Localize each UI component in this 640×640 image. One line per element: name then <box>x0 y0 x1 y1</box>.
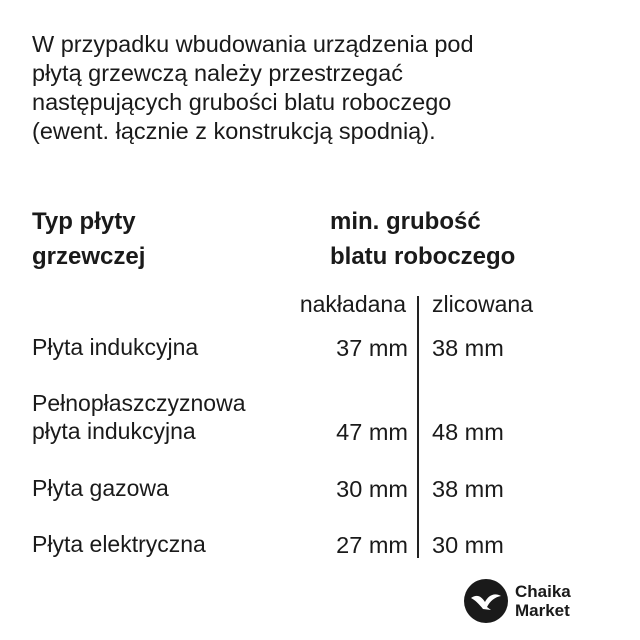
intro-paragraph <box>32 30 622 146</box>
table-header-type-line: Typ płyty <box>32 208 136 235</box>
intro-line: płytą grzewczą należy przestrzegać <box>32 60 403 86</box>
bird-logo-icon <box>464 579 508 623</box>
intro-line: (ewent. łącznie z konstrukcją spodnią). <box>32 118 436 144</box>
table-header-thickness-line: min. grubość <box>330 208 481 235</box>
logo-word-2: Market <box>515 601 570 620</box>
value-nakladana: 37 mm <box>336 335 408 361</box>
value-nakladana: 47 mm <box>336 419 408 445</box>
value-zlicowana: 30 mm <box>432 532 504 558</box>
row-name-line: Płyta gazowa <box>32 475 169 501</box>
logo-word-1: Chaika <box>515 582 571 601</box>
value-zlicowana: 48 mm <box>432 419 504 445</box>
table-header-type <box>32 204 145 274</box>
value-zlicowana: 38 mm <box>432 476 504 502</box>
logo-wordmark <box>515 582 571 620</box>
intro-line: następujących grubości blatu roboczego <box>32 89 452 115</box>
subheader-zlicowana: zlicowana <box>432 291 533 317</box>
value-nakladana: 27 mm <box>336 532 408 558</box>
value-zlicowana: 38 mm <box>432 335 504 361</box>
row-name <box>32 530 206 558</box>
subheader-nakladana: nakładana <box>299 291 406 317</box>
bird-logo-icon-svg <box>469 588 503 614</box>
row-name-line: Pełnopłaszczyznowa <box>32 390 246 416</box>
row-name <box>32 474 169 502</box>
table-header-thickness <box>330 204 515 274</box>
row-name <box>32 389 246 445</box>
chaika-market-logo <box>464 579 571 623</box>
row-name-line: Płyta elektryczna <box>32 531 206 557</box>
intro-line: W przypadku wbudowania urządzenia pod <box>32 31 474 57</box>
row-name-line: Płyta indukcyjna <box>32 334 199 360</box>
value-nakladana: 30 mm <box>336 476 408 502</box>
table-header-thickness-line: blatu roboczego <box>330 243 516 270</box>
row-name-line: płyta indukcyjna <box>32 418 196 444</box>
row-name <box>32 333 198 361</box>
column-divider <box>417 296 419 558</box>
table-header-type-line: grzewczej <box>32 243 146 270</box>
